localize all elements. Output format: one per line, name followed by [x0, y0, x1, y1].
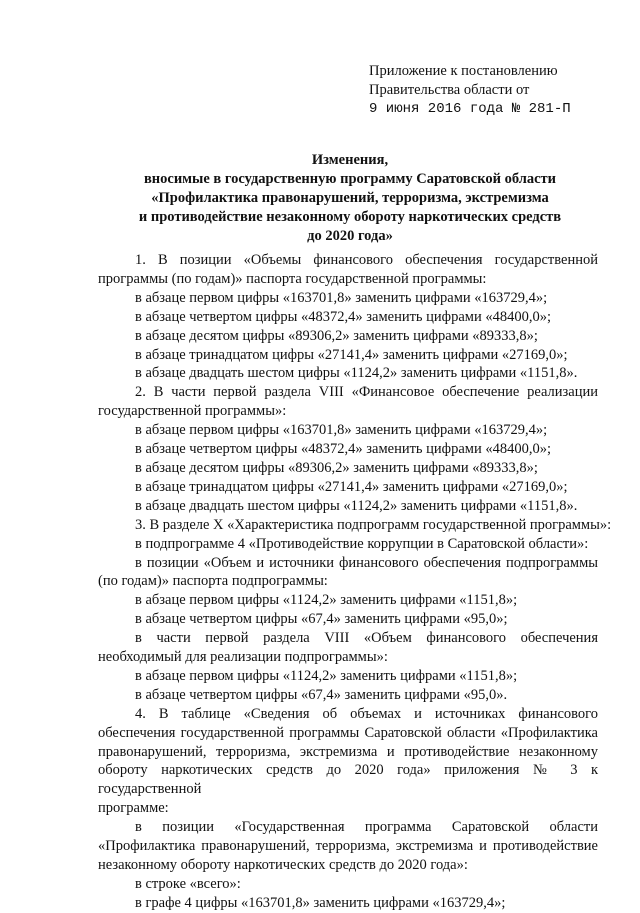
- body-line: в абзаце четвертом цифры «48372,4» заменить цифрами «48400,0»;: [135, 308, 551, 325]
- title-line-2: вносимые в государственную программу Саратовской области: [143, 171, 557, 187]
- body-line: 3. В разделе X «Характеристика подпрограмм государственной программы»:: [135, 516, 612, 533]
- appendix-block: [369, 62, 571, 119]
- body-line: государственной программы»:: [98, 403, 287, 420]
- title-line-4: и противодействие незаконному обороту наркотических средств: [138, 209, 562, 225]
- body-line: в части первой раздела VIII «Объем финансового обеспечения: [135, 630, 598, 647]
- body-line: в абзаце первом цифры «1124,2» заменить цифрами «1151,8»;: [135, 667, 518, 684]
- body-line: в абзаце тринадцатом цифры «27141,4» заменить цифрами «27169,0»;: [135, 478, 568, 495]
- body-line: в позиции «Государственная программа Саратовской области: [135, 819, 598, 836]
- body-line: 1. В позиции «Объемы финансового обеспечения государственной: [135, 252, 598, 268]
- body-line: 4. В таблице «Сведения об объемах и источниках финансового: [135, 705, 598, 722]
- appendix-date-number: 9 июня 2016 года № 281-П: [369, 101, 571, 117]
- body-line: в абзаце тринадцатом цифры «27141,4» заменить цифрами «27169,0»;: [135, 346, 568, 363]
- body-line: в абзаце двадцать шестом цифры «1124,2» заменить цифрами «1151,8».: [135, 497, 578, 514]
- document-body: [98, 251, 612, 913]
- body-line: правонарушений, терроризма, экстремизма и противодействие незаконному: [98, 743, 598, 760]
- body-line: необходимый для реализации подпрограммы»:: [98, 649, 388, 666]
- body-line: программы (по годам)» паспорта государственной программы:: [98, 270, 487, 287]
- body-line: программе:: [98, 800, 169, 817]
- body-line: в абзаце четвертом цифры «67,4» заменить цифрами «95,0».: [135, 686, 508, 703]
- body-line: в абзаце первом цифры «1124,2» заменить цифрами «1151,8»;: [135, 592, 518, 609]
- body-line: 2. В части первой раздела VIII «Финансовое обеспечение реализации: [135, 384, 598, 401]
- body-line: в абзаце четвертом цифры «48372,4» заменить цифрами «48400,0»;: [135, 441, 551, 458]
- body-line: в строке «всего»:: [135, 875, 241, 892]
- title-line-3: «Профилактика правонарушений, терроризма, экстремизма: [151, 190, 549, 206]
- body-line: в абзаце четвертом цифры «67,4» заменить цифрами «95,0»;: [135, 611, 508, 628]
- title-line-5: до 2020 года»: [307, 228, 393, 244]
- body-line: (по годам)» паспорта подпрограммы:: [98, 573, 328, 590]
- body-line: в абзаце первом цифры «163701,8» заменить цифрами «163729,4»;: [135, 289, 548, 306]
- body-line: обороту наркотических средств до 2020 года» приложения № 3 к государственной: [98, 762, 598, 798]
- body-line: в позиции «Объем и источники финансового обеспечения подпрограммы: [135, 554, 598, 571]
- body-line: обеспечения государственной программы Саратовской области «Профилактика: [98, 724, 598, 741]
- appendix-line-1: Приложение к постановлению: [369, 63, 558, 79]
- title-line-1: Изменения,: [311, 152, 389, 168]
- body-line: в графе 4 цифры «163701,8» заменить цифрами «163729,4»;: [135, 894, 506, 911]
- body-line: в абзаце двадцать шестом цифры «1124,2» заменить цифрами «1151,8».: [135, 365, 578, 382]
- document-title: [100, 151, 600, 246]
- appendix-line-2: Правительства области от: [369, 82, 530, 98]
- body-line: в абзаце первом цифры «163701,8» заменить цифрами «163729,4»;: [135, 422, 548, 439]
- body-line: «Профилактика правонарушений, терроризма, экстремизма и противодействие: [98, 838, 598, 855]
- body-line: в подпрограмме 4 «Противодействие коррупции в Саратовской области»:: [135, 535, 589, 552]
- body-line: незаконному обороту наркотических средств до 2020 года»:: [98, 857, 468, 873]
- body-line: в абзаце десятом цифры «89306,2» заменить цифрами «89333,8»;: [135, 459, 538, 476]
- body-line: в абзаце десятом цифры «89306,2» заменить цифрами «89333,8»;: [135, 327, 538, 344]
